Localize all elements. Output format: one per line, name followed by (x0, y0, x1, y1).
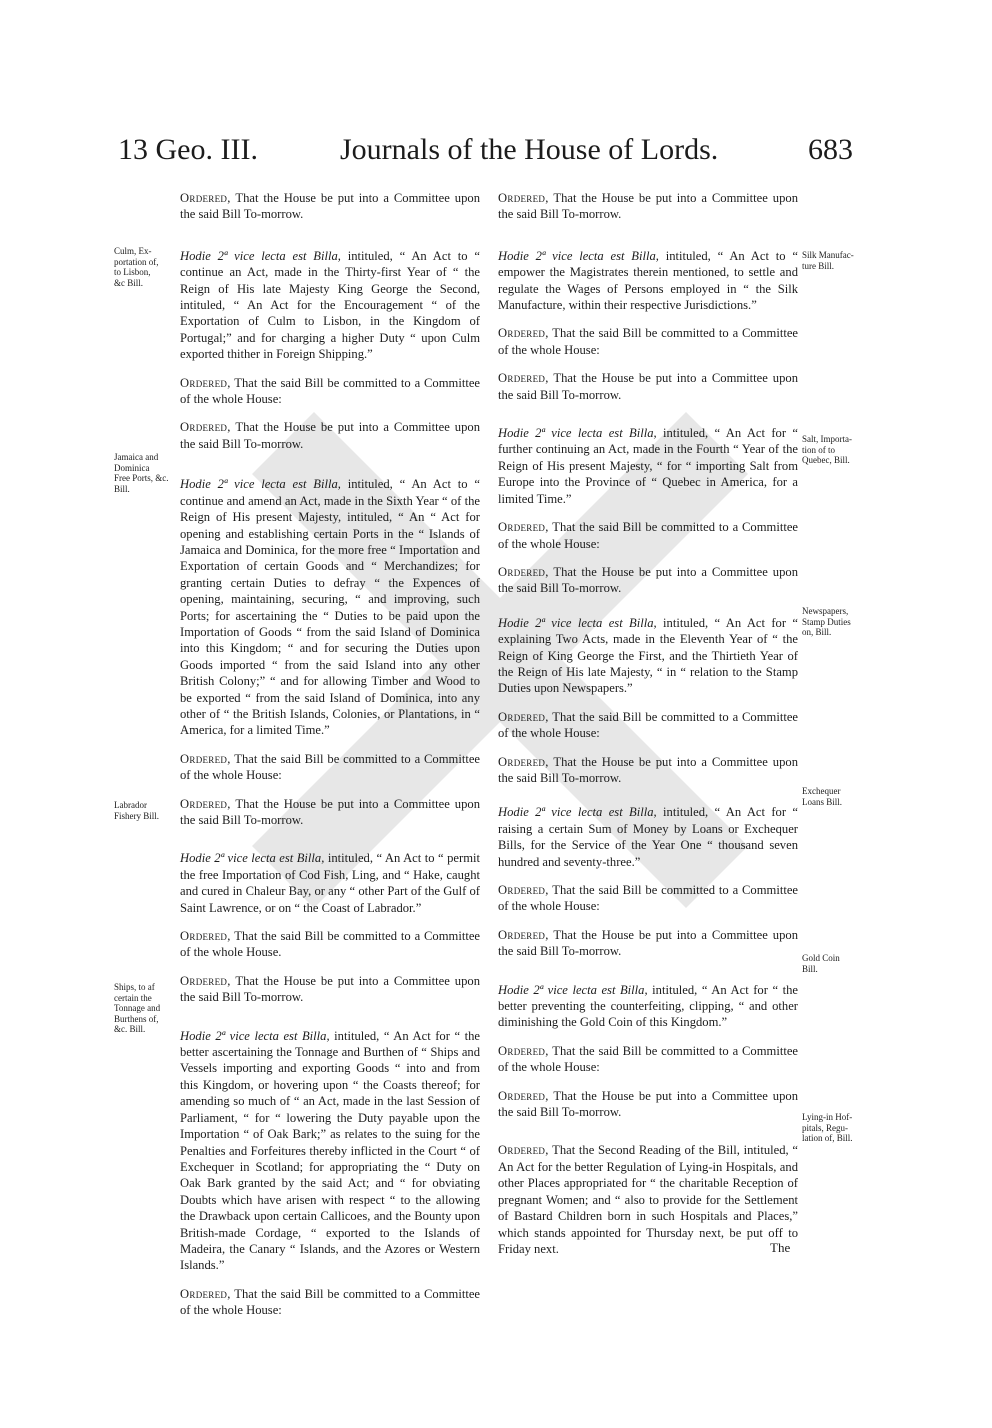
margin-note-exchequer: Exchequer Loans Bill. (802, 786, 842, 807)
ordered-paragraph: Ordered, That the House be put into a Committee upon the said Bill To-morrow. (498, 191, 798, 222)
running-title: Journals of the House of Lords. (340, 133, 719, 166)
ordered-paragraph: Ordered, That the House be put into a Committee upon the said Bill To-morrow. (498, 1088, 798, 1120)
ordered-paragraph: Ordered, That the said Bill be committed to a Committee of the whole House: (498, 709, 798, 741)
margin-note-jamaica: Jamaica and Dominica Free Ports, &c. Bill. (114, 452, 169, 494)
ordered-paragraph: Ordered, That the said Bill be committed to a Committee of the whole House. (180, 929, 480, 960)
left-column (180, 190, 480, 1319)
ordered-paragraph: Ordered, That the House be put into a Committee upon the said Bill To-morrow. (180, 973, 480, 1005)
margin-note-gold-coin: Gold Coin Bill. (802, 953, 840, 974)
bill-reading-paragraph: Hodie 2ª vice lecta est Billa, intituled, “ An Act to “ empower the Magistrates therein mentioned, to settle and regulate the Wages of Persons employed in “ the Silk Manufacture, within their respective Jurisdictions.” (498, 248, 798, 313)
ordered-paragraph: Ordered, That the said Bill be committed to a Committee of the whole House: (498, 520, 798, 551)
margin-note-lying-in: Lying-in Hof- pitals, Regu- lation of, Bill. (802, 1112, 853, 1143)
bill-reading-paragraph: Hodie 2ª vice lecta est Billa, intituled, “ An Act to “ permit the free Importation of Cod Fish, Ling, and “ Hake, caught and cured in Chaleur Bay, or any “ other Part of the Gulf of Saint Lawrence, or on “ the Coast of Labrador.” (180, 851, 480, 915)
ordered-paragraph: Ordered, That the House be put into a Committee upon the said Bill To-morrow. (180, 796, 480, 827)
ordered-paragraph: Ordered, That the House be put into a Committee upon the said Bill To-morrow. (498, 754, 798, 785)
ordered-paragraph: Ordered, That the House be put into a Committee upon the said Bill To-morrow. (180, 420, 480, 451)
ordered-paragraph: Ordered, That the said Bill be committed to a Committee of the whole House: (180, 751, 480, 783)
ordered-paragraph: Ordered, That the said Bill be committed to a Committee of the whole House: (498, 883, 798, 914)
ordered-paragraph: Ordered, That the House be put into a Committee upon the said Bill To-morrow. (180, 191, 480, 222)
bill-reading-paragraph: Hodie 2ª vice lecta est Billa, intituled, “ An Act for “ the better ascertaining the Tonnage and Burthen of “ Ships and Vessels importing and exporting Goods “ into and from this Kingdom, or hovering upon “ the Coasts thereof; for amending so much of “ an Act, made in the last Session of Parliament, “ for “ lowering the Duty payable upon the Importation “ of Oak Bark;” as relates to the suing for the Penalties and Forfeitures thereby inflicted in the Court “ of Exchequer in Scotland; for appropriating the “ Duty on Oak Bark granted by the said Act; and “ for obviating Doubts which have arisen with respect “ to the allowing the Drawback upon certain Callicoes, and the Bounty upon British-made Cordage, “ exported to the Islands of Madeira, the Canary “ Islands, and the Azores or Western Islands.” (180, 1028, 480, 1273)
bill-reading-paragraph: Hodie 2ª vice lecta est Billa, intituled, “ An Act to “ continue an Act, made in the Thirty-first Year of “ the Reign of His late Majesty King George the Second, intituled, “ An Act for the Encouragement “ of the Exportation of Culm to Lisbon, in the Kingdom of Portugal;” and for charging a higher Duty “ upon Culm exported thither in Foreign Shipping.” (180, 248, 480, 362)
regnal-year: 13 Geo. III. (118, 133, 258, 166)
ordered-paragraph: Ordered, That the Second Reading of the Bill, intituled, “ An Act for the better Regulation of Lying-in Hospitals, and other Places appropriated for “ the charitable Reception of pregnant Women; and “ also to provide for the Settlement of Bastard Children born in such Hospitals and Places,” which stands appointed for Thursday next, be put off to Friday next. (498, 1143, 798, 1256)
bill-reading-paragraph: Hodie 2ª vice lecta est Billa, intituled, “ An Act for “ explaining Two Acts, made in the Eleventh Year of “ the Reign of King George the First, and the Thirtieth Year of the Reign of His late Majesty, “ in “ relation to the Stamp Duties upon Newspapers.” (498, 615, 798, 696)
ordered-paragraph: Ordered, That the said Bill be committed to a Committee of the whole House: (180, 1286, 480, 1318)
ordered-paragraph: Ordered, That the said Bill be committed to a Committee of the whole House: (498, 326, 798, 357)
bill-reading-paragraph: Hodie 2ª vice lecta est Billa, intituled, “ An Act for “ raising a certain Sum of Money by Loans or Exchequer Bills, for the Service of the Year One “ thousand seven hundred and seventy-three.” (498, 805, 798, 869)
bill-reading-paragraph: Hodie 2ª vice lecta est Billa, intituled, “ An Act for “ further continuing an Act, made in the Fourth “ Year of the Reign of His present Majesty, “ for “ importing Salt from Europe into the Province of “ Quebec in America, for a limited Time.” (498, 426, 798, 506)
bill-reading-paragraph: Hodie 2ª vice lecta est Billa, intituled, “ An Act to “ continue and amend an Act, made in the Sixth Year “ of the Reign of His present Majesty, intituled, “ An “ Act for opening and establishing certain Ports in the “ Islands of Jamaica and Dominica, for the more free “ Importation and Exportation of certain Goods and “ Merchandizes; for granting certain Duties to defray “ the Expences of opening, maintaining, securing, “ and improving, such Ports; for ascertaining the “ Duties to be paid upon the Importation of Goods “ from the said Island of Dominica into this Kingdom; “ and for securing the Duties upon Goods imported “ from the said Island into any other British Colony;” “ and for allowing Timber and Wood to be exported “ from the said Island of Dominica, into any other of “ the British Islands, Colonies, or Plantations, in “ America, for a limited Time.” (180, 477, 480, 738)
right-column (498, 190, 798, 1257)
catchword: The (770, 1240, 791, 1255)
margin-note-newspapers: Newspapers, Stamp Duties on, Bill. (802, 606, 851, 637)
bill-reading-paragraph: Hodie 2ª vice lecta est Billa, intituled, “ An Act for “ the better preventing the counterfeiting, clipping, “ and other diminishing the Gold Coin of this Kingdom.” (498, 982, 798, 1030)
ordered-paragraph: Ordered, That the said Bill be committed to a Committee of the whole House: (498, 1043, 798, 1075)
ordered-paragraph: Ordered, That the House be put into a Committee upon the said Bill To-morrow. (498, 371, 798, 402)
ordered-paragraph: Ordered, That the House be put into a Committee upon the said Bill To-morrow. (498, 927, 798, 959)
page-number: 683 (808, 133, 853, 166)
ordered-paragraph: Ordered, That the House be put into a Committee upon the said Bill To-morrow. (498, 564, 798, 596)
ordered-paragraph: Ordered, That the said Bill be committed to a Committee of the whole House: (180, 375, 480, 407)
margin-note-labrador: Labrador Fishery Bill. (114, 800, 160, 821)
margin-note-ships: Ships, to af certain the Tonnage and Burthens of, &c. Bill. (114, 982, 161, 1034)
margin-note-silk: Silk Manufac- ture Bill. (802, 250, 854, 271)
margin-note-salt: Salt, Importa- tion of to Quebec, Bill. (802, 434, 852, 465)
margin-note-culm: Culm, Ex- portation of, to Lisbon, &c Bill. (114, 246, 159, 288)
